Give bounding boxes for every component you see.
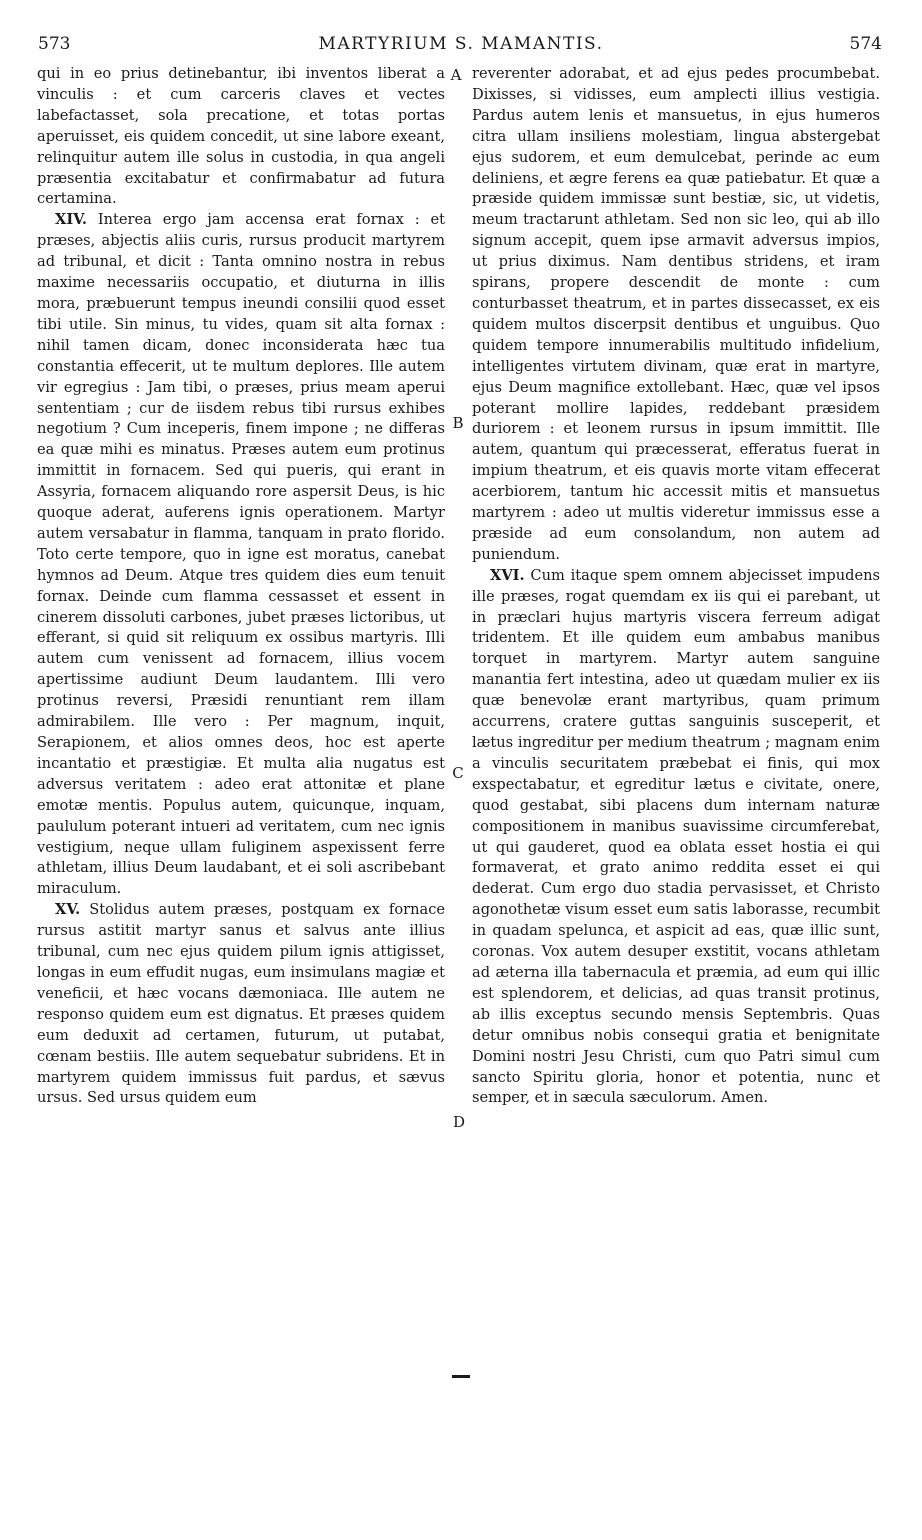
section-number: XIV. bbox=[55, 211, 88, 229]
section-text: Stolidus autem præses, postquam ex fornace rursus astitit martyr sanus et salvus ante illius tribunal, cum nec ejus quidem pilum ignis attigisset, longas in eum effudit nugas, eum insimulans magiæ et veneficii, et hæc vocans dæmoniaca. Ille autem ne responso quidem eum est dignatus. Et præses quidem eum deduxit ad certamen, futurum, ut putabat, cœnam bestiis. Ille autem sequebatur subridens. Et in martyrem quidem immissus fuit pardus, et sævus ursus. Sed ursus quidem eum bbox=[37, 901, 445, 1107]
margin-marker-d: D bbox=[452, 1113, 466, 1131]
paragraph-continuation: reverenter adorabat, et ad ejus pedes procumbebat. Dixisses, si vidisses, eum amplecti illius vestigia. Pardus autem lenis et mansuetus, in ejus humeros citra ullam insiliens molestiam, lingua abstergebat ejus sudorem, et eum demulcebat, perinde ac eum deliniens, et ægre ferens ea quæ patiebatur. Et quæ a præside quidem immissæ sunt bestiæ, sic, ut videtis, meum tractarunt athletam. Sed non sic leo, qui ab illo signum accepit, quem ipse armavit adversus impios, ut prius diximus. Nam dentibus stridens, et iram spirans, propere descendit de monte : cum conturbasset theatrum, et in partes dissecasset, ex eis quidem multos discerpsit dentibus et unguibus. Quo quidem tempore innumerabilis multitudo infidelium, intelligentes virtutem divinam, quæ erat in martyre, ejus Deum magnifice extollebant. Hæc, quæ vel ipsos poterant mollire lapides, reddebant præsidem duriorem : et leonem rursus in ipsum immittit. Ille autem, quantum qui præcesserat, efferatus fuerat in impium theatrum, et eis quavis morte vitam effecerat acerbiorem, tantum hic accessit mitis et mansuetus martyrem : adeo ut multis videretur immissus esse a præside ad eum consolandum, non autem ad puniendum. bbox=[472, 65, 880, 563]
right-page-number: 574 bbox=[849, 34, 882, 54]
section-text: Interea ergo jam accensa erat fornax : et præses, abjectis aliis curis, rursus producit martyrem ad tribunal, et dicit : Tanta omnino nostra in rebus maxime necessariis occupatio, et diuturna in illis mora, præbuerunt tempus ineundi consilii quod esset tibi utile. Sin minus, tu vides, quam sit alta fornax : nihil tamen dicam, donec inconsiderata hæc tua constantia effecerit, ut te multum deplores. Ille autem vir egregius : Jam tibi, o præses, prius meam aperui sententiam ; cur de iisdem rebus tibi rursus exhibes negotium ? Cum inceperis, finem impone ; ne differas ea quæ mihi es minatus. Præses autem eum protinus immittit in fornacem. Sed qui pueris, qui erant in Assyria, fornacem aliquando rore aspersit Deus, is hic quoque aderat, auferens ignis operationem. Martyr autem versabatur in flamma, tanquam in prato florido. Toto certe tempore, quo in igne est moratus, canebat hymnos ad Deum. Atque tres quidem dies eum tenuit fornax. Deinde cum flamma cessasset et essent in cinerem dissoluti carbones, jubet præses lictoribus, ut efferant, si quid sit reliquum ex ossibus martyris. Illi autem cum venissent ad fornacem, illius vocem apertissime audiunt Deum laudantem. Illi vero protinus reversi, Præsidi renuntiant rem illam admirabilem. Ille vero : Per magnum, inquit, Serapionem, et alios omnes deos, hoc est aperte incantatio et præstigiæ. Et multa alia nugatus est adversus veritatem : adeo erat attonitæ et plane emotæ mentis. Populus autem, quicunque, inquam, paululum poterant intueri ad veritatem, cum nec ignis vestigium, neque ullam fuliginem aspexissent ferre athletam, illius Deum laudabant, et ei soli ascribebant miraculum. bbox=[37, 211, 445, 898]
section-number: XV. bbox=[55, 901, 81, 919]
paragraph-continuation: qui in eo prius detinebantur, ibi inventos liberat a vinculis : et cum carceris claves et vectes labefactasset, sola precatione, et totas portas aperuisset, eis quidem concedit, ut sine labore exeant, relinquitur autem ille solus in custodia, in qua angeli præsentia excitabatur et confirmabatur ad futura certamina. bbox=[37, 65, 445, 208]
margin-marker-b: B bbox=[452, 414, 464, 432]
section-text: Cum itaque spem omnem abjecisset impudens ille præses, rogat quemdam ex iis qui ei parebant, ut in præclari hujus martyris viscera ferreum adigat tridentem. Et ille quidem eum ambabus manibus torquet in martyrem. Martyr autem sanguine manantia fert intestina, adeo ut quædam mulier ex iis quæ benevolæ erant martyribus, quam primum accurrens, cratere guttas sanguinis susceperit, et lætus ingreditur per medium theatrum ; magnam enim a vinculis securitatem præbebat ei finis, qui mox exspectabatur, et egreditur lætus e civitate, onere, quod gestabat, sibi placens dum internam naturæ compositionem in manibus suavissime circumferebat, ut qui gauderet, quod ea oblata esset hostia ei qui formaverat, et grato animo reddita esset ei qui dederat. Cum ergo duo stadia pervasisset, et Christo agonothetæ visum esset eum satis laborasse, recumbit in quadam spelunca, et aspicit ad eas, quæ illic sunt, coronas. Vox autem desuper exstitit, vocans athletam ad æterna illa tabernacula et præmia, ad eum qui illic est splendorem, et delicias, ad quas transit protinus, ab illis exceptus secundo mensis Septembris. Quas detur omnibus nobis consequi gratia et benignitate Domini nostri Jesu Christi, cum quo Patri simul cum sancto Spiritu gloria, honor et potentia, nunc et semper, et in sæcula sæculorum. Amen. bbox=[472, 566, 881, 1107]
running-title: MARTYRIUM S. MAMANTIS. bbox=[318, 34, 604, 54]
section-xiv bbox=[37, 210, 445, 900]
section-xv bbox=[37, 900, 445, 1109]
right-column bbox=[472, 64, 880, 1109]
page-header bbox=[0, 34, 922, 62]
left-page-number: 573 bbox=[38, 34, 71, 54]
end-mark bbox=[452, 1375, 470, 1378]
section-number: XVI. bbox=[490, 566, 525, 584]
margin-marker-c: C bbox=[452, 764, 464, 782]
left-column bbox=[37, 64, 445, 1109]
section-xvi bbox=[472, 566, 880, 1110]
margin-marker-a: A bbox=[450, 66, 462, 84]
